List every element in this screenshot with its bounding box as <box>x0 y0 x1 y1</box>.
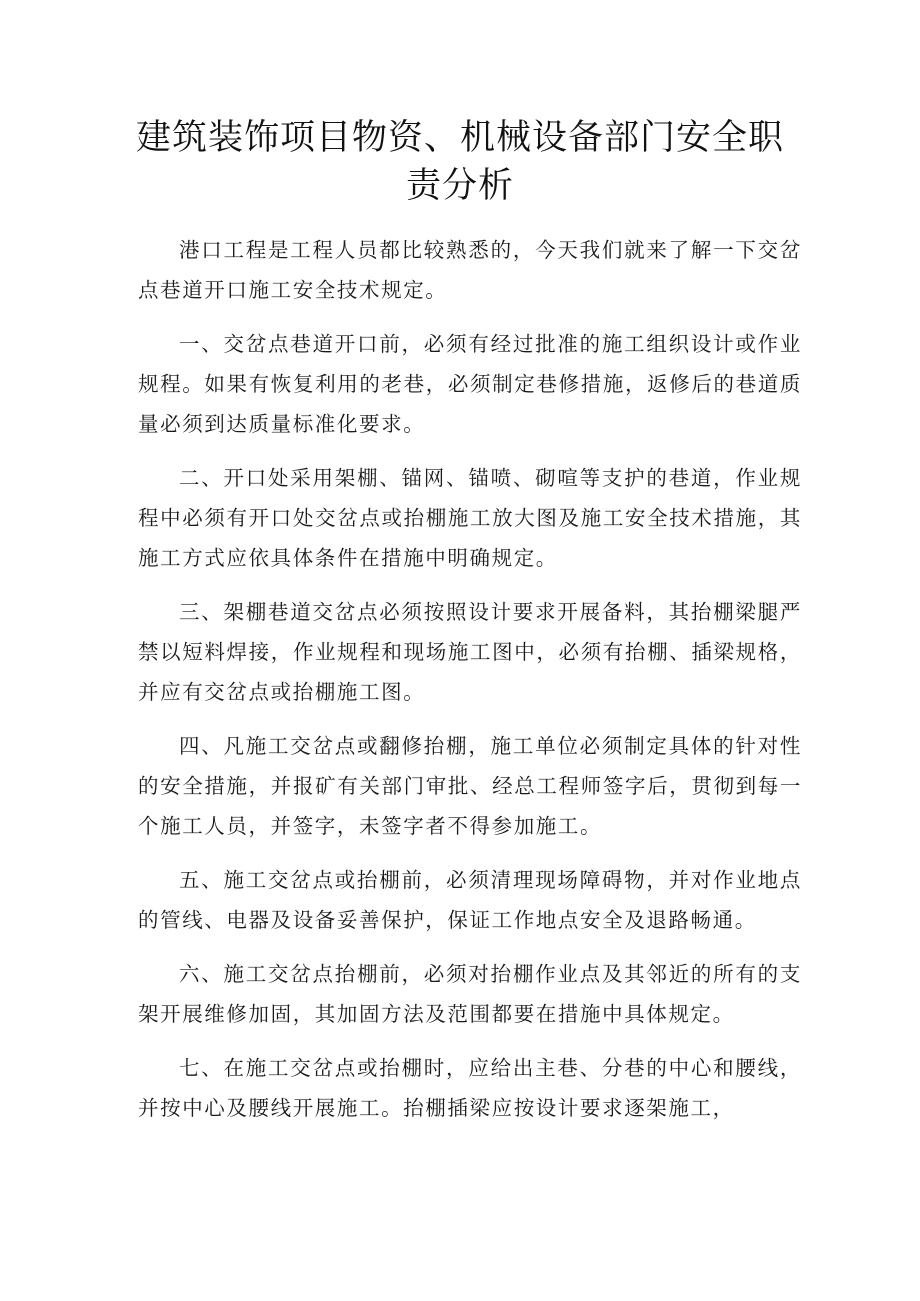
paragraph-rule-7: 七、在施工交岔点或抬棚时，应给出主巷、分巷的中心和腰线，并按中心及腰线开展施工。抬棚插梁应按设计要求逐架施工， <box>138 1056 802 1120</box>
paragraph-rule-1: 一、交岔点巷道开口前，必须有经过批准的施工组织设计或作业规程。如果有恢复利用的老巷，必须制定巷修措施，返修后的巷道质量必须到达质量标准化要求。 <box>138 332 802 436</box>
paragraph-rule-5: 五、施工交岔点或抬棚前，必须清理现场障碍物，并对作业地点的管线、电器及设备妥善保护，保证工作地点安全及退路畅通。 <box>138 868 802 932</box>
paragraph-intro: 港口工程是工程人员都比较熟悉的，今天我们就来了解一下交岔点巷道开口施工安全技术规定。 <box>138 238 802 302</box>
paragraph-rule-3: 三、架棚巷道交岔点必须按照设计要求开展备料，其抬棚梁腿严禁以短料焊接，作业规程和现场施工图中，必须有抬棚、插梁规格，并应有交岔点或抬棚施工图。 <box>138 600 802 704</box>
document-title: 建筑装饰项目物资、机械设备部门安全职责分析 <box>135 118 784 206</box>
document-body <box>138 230 802 1142</box>
paragraph-rule-4: 四、凡施工交岔点或翻修抬棚，施工单位必须制定具体的针对性的安全措施，并报矿有关部门审批、经总工程师签字后，贯彻到每一个施工人员，并签字，未签字者不得参加施工。 <box>138 734 802 838</box>
paragraph-rule-6: 六、施工交岔点抬棚前，必须对抬棚作业点及其邻近的所有的支架开展维修加固，其加固方法及范围都要在措施中具体规定。 <box>138 962 802 1026</box>
paragraph-rule-2: 二、开口处采用架棚、锚网、锚喷、砌喧等支护的巷道，作业规程中必须有开口处交岔点或抬棚施工放大图及施工安全技术措施，其施工方式应依具体条件在措施中明确规定。 <box>138 466 802 570</box>
